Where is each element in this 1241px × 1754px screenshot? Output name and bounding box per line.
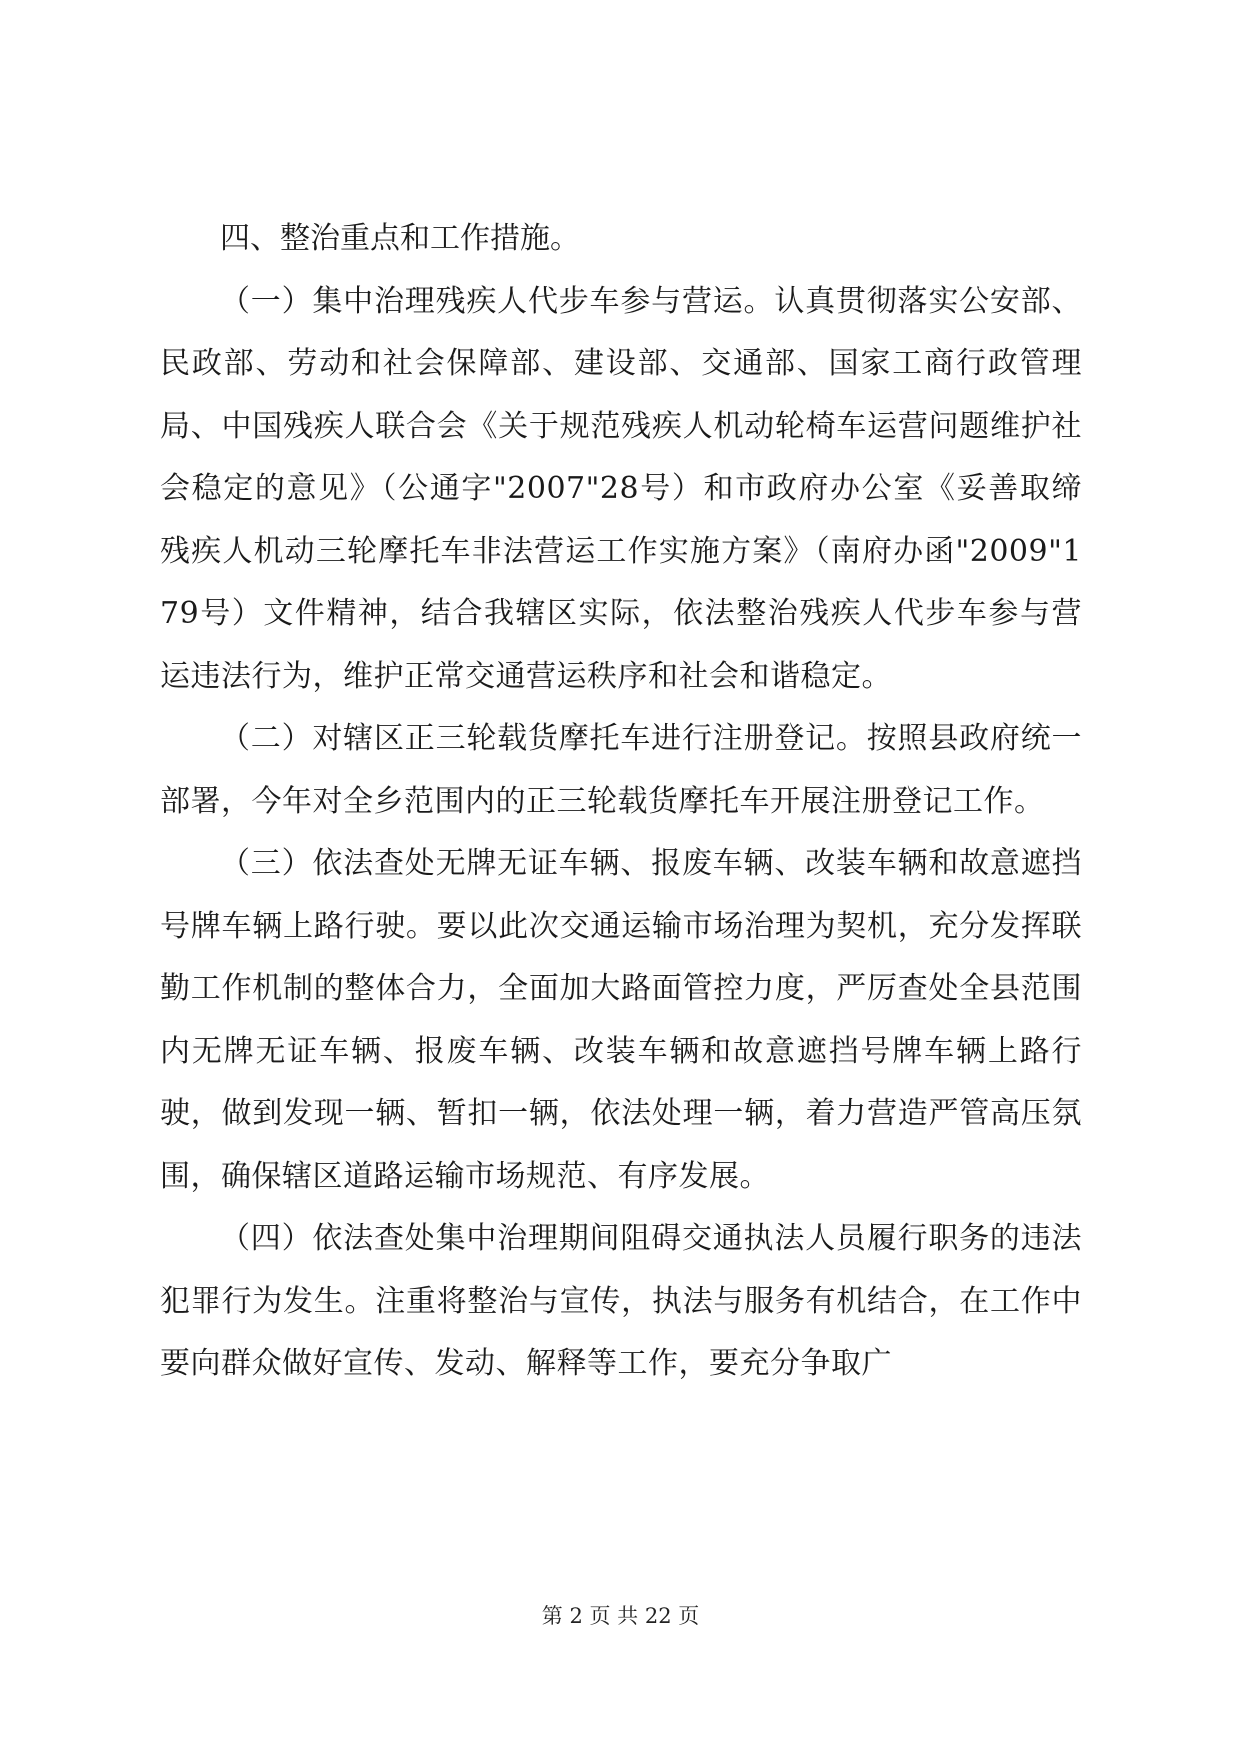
section-heading: 四、整治重点和工作措施。 <box>220 221 580 256</box>
paragraph-3: （三）依法查处无牌无证车辆、报废车辆、改装车辆和故意遮挡号牌车辆上路行驶。要以此次交通运输市场治理为契机，充分发挥联勤工作机制的整体合力，全面加大路面管控力度，严厉查处全县范围内无牌无证车辆、报废车辆、改装车辆和故意遮挡号牌车辆上路行驶，做到发现一辆、暂扣一辆，依法处理一辆，着力营造严管高压氛围，确保辖区道路运输市场规范、有序发展。 <box>160 846 1082 1194</box>
document-body <box>160 208 1082 1396</box>
paragraph-1: （一）集中治理残疾人代步车参与营运。认真贯彻落实公安部、民政部、劳动和社会保障部、建设部、交通部、国家工商行政管理局、中国残疾人联合会《关于规范残疾人机动轮椅车运营问题维护社会稳定的意见》（公通字"2007"28号）和市政府办公室《妥善取缔残疾人机动三轮摩托车非法营运工作实施方案》（南府办函"2009"179号）文件精神，结合我辖区实际，依法整治残疾人代步车参与营运违法行为，维护正常交通营运秩序和社会和谐稳定。 <box>160 283 1082 694</box>
paragraph-2: （二）对辖区正三轮载货摩托车进行注册登记。按照县政府统一部署，今年对全乡范围内的正三轮载货摩托车开展注册登记工作。 <box>160 721 1082 819</box>
paragraph-4: （四）依法查处集中治理期间阻碍交通执法人员履行职务的违法犯罪行为发生。注重将整治与宣传，执法与服务有机结合，在工作中要向群众做好宣传、发动、解释等工作，要充分争取广 <box>160 1221 1082 1381</box>
page-footer: 第 2 页 共 22 页 <box>541 1604 700 1628</box>
